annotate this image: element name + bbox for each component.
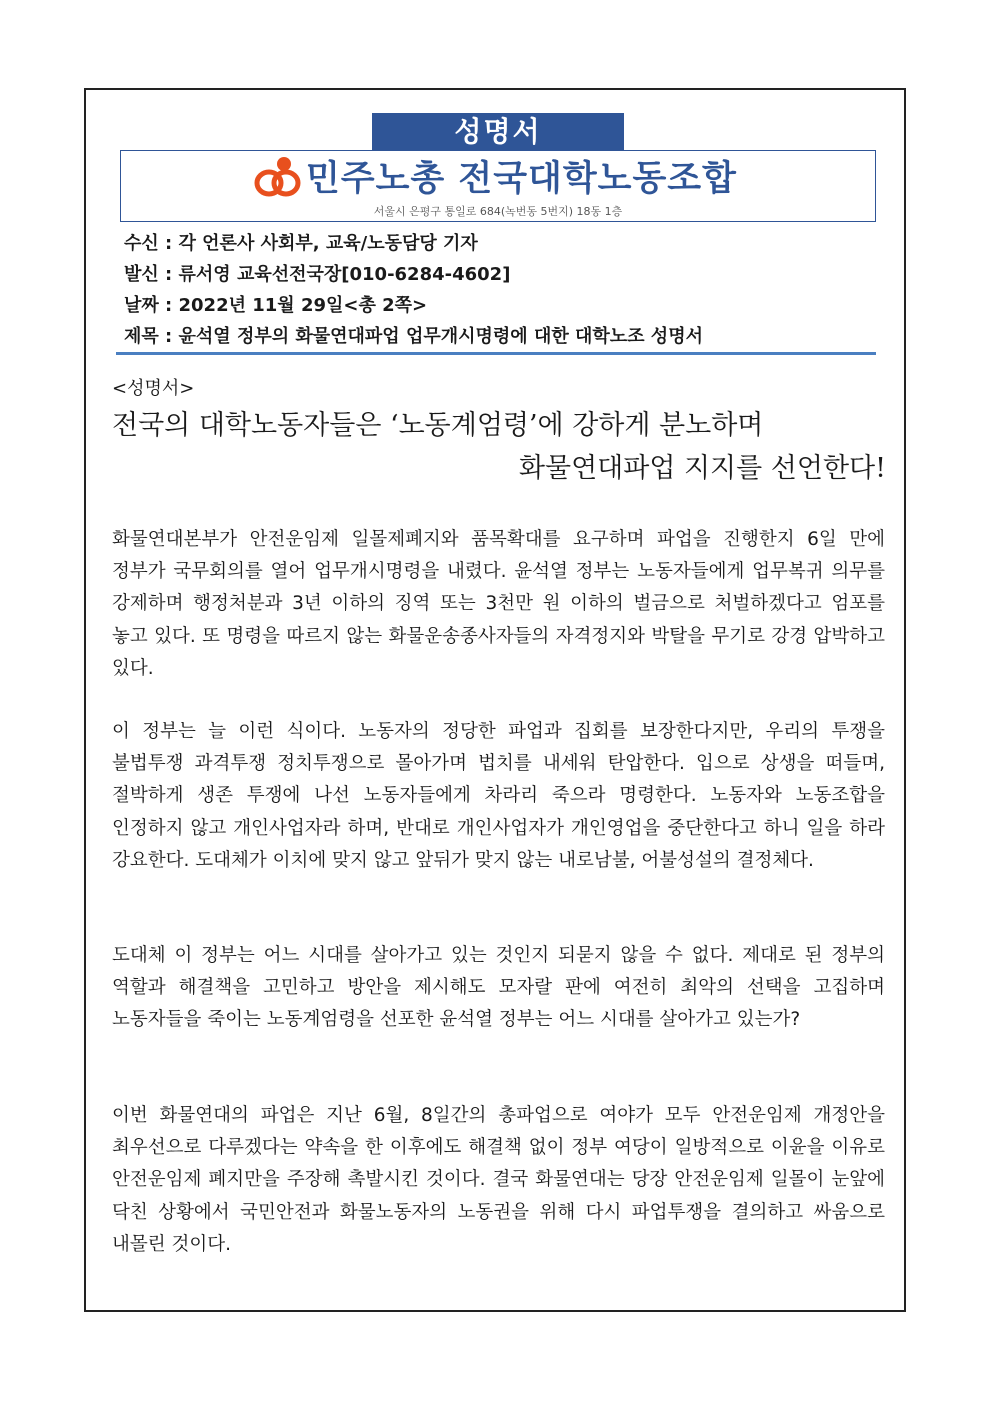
body-paragraph: 이번 화물연대의 파업은 지난 6월, 8일간의 총파업으로 여야가 모두 안전운임제 개정안을 최우선으로 다루겠다는 약속을 한 이후에도 해결책 없이 정부 여당이 일방적으로 이윤을 이유로 안전운임제 폐지만을 주장해 촉발시킨 것이다. 결국 화물연대는 당장 안전운임제 일몰이 눈앞에 닥친 상황에서 국민안전과 화물노동자의 노동권을 위해 다시 파업투쟁을 결의하고 싸움으로 내몰린 것이다. xyxy=(112,1105,885,1255)
org-name: 민주노총 전국대학노동조합 xyxy=(306,159,737,199)
document-type-title: 성명서 xyxy=(372,113,624,150)
body-paragraph: 도대체 이 정부는 어느 시대를 살아가고 있는 것인지 되묻지 않을 수 없다. 제대로 된 정부의 역할과 해결책을 고민하고 방안을 제시해도 모자랄 판에 여전히 최악의 선택을 고집하며 노동자들을 죽이는 노동계엄령을 선포한 윤석열 정부는 어느 시대를 살아가고 있는가? xyxy=(112,945,885,1031)
meta-subject: 제목 : 윤석열 정부의 화물연대파업 업무개시명령에 대한 대학노조 성명서 xyxy=(124,326,703,347)
kctu-logo-icon xyxy=(254,155,302,199)
meta-sender: 발신 : 류서영 교육선전국장[010-6284-4602] xyxy=(124,264,511,285)
header-divider xyxy=(116,352,876,355)
meta-recipient: 수신 : 각 언론사 사회부, 교육/노동담당 기자 xyxy=(124,233,478,254)
body-paragraph: 화물연대본부가 안전운임제 일몰제폐지와 품목확대를 요구하며 파업을 진행한지 6일 만에 정부가 국무회의를 열어 업무개시명령을 내렸다. 윤석열 정부는 노동자들에게 업무복귀 의무를 강제하며 행정처분과 3년 이하의 징역 또는 3천만 원 이하의 벌금으로 처벌하겠다고 엄포를 놓고 있다. 또 명령을 따르지 않는 화물운송종사자들의 자격정지와 박탈을 무기로 강경 압박하고 있다. xyxy=(112,529,885,679)
statement-tag: <성명서> xyxy=(112,378,195,399)
memo-meta xyxy=(124,228,884,352)
headline-line-1: 전국의 대학노동자들은 ‘노동계엄령’에 강하게 분노하며 xyxy=(112,410,764,441)
headline-line-2: 화물연대파업 지지를 선언한다! xyxy=(518,453,886,484)
meta-date: 날짜 : 2022년 11월 29일<총 2쪽> xyxy=(124,295,428,316)
org-address: 서울시 은평구 통일로 684(녹번동 5번지) 18동 1층 xyxy=(373,205,623,218)
body-paragraph: 이 정부는 늘 이런 식이다. 노동자의 정당한 파업과 집회를 보장한다지만, 우리의 투쟁을 불법투쟁 과격투쟁 정치투쟁으로 몰아가며 법치를 내세워 탄압한다. 입으로 상생을 떠들며, 절박하게 생존 투쟁에 나선 노동자들에게 차라리 죽으라 명령한다. 노동자와 노동조합을 인정하지 않고 개인사업자라 하며, 반대로 개인사업자가 개인영업을 중단한다고 하니 일을 하라 강요한다. 도대체가 이치에 맞지 않고 앞뒤가 맞지 않는 내로남불, 어불성설의 결정체다. xyxy=(112,721,885,871)
